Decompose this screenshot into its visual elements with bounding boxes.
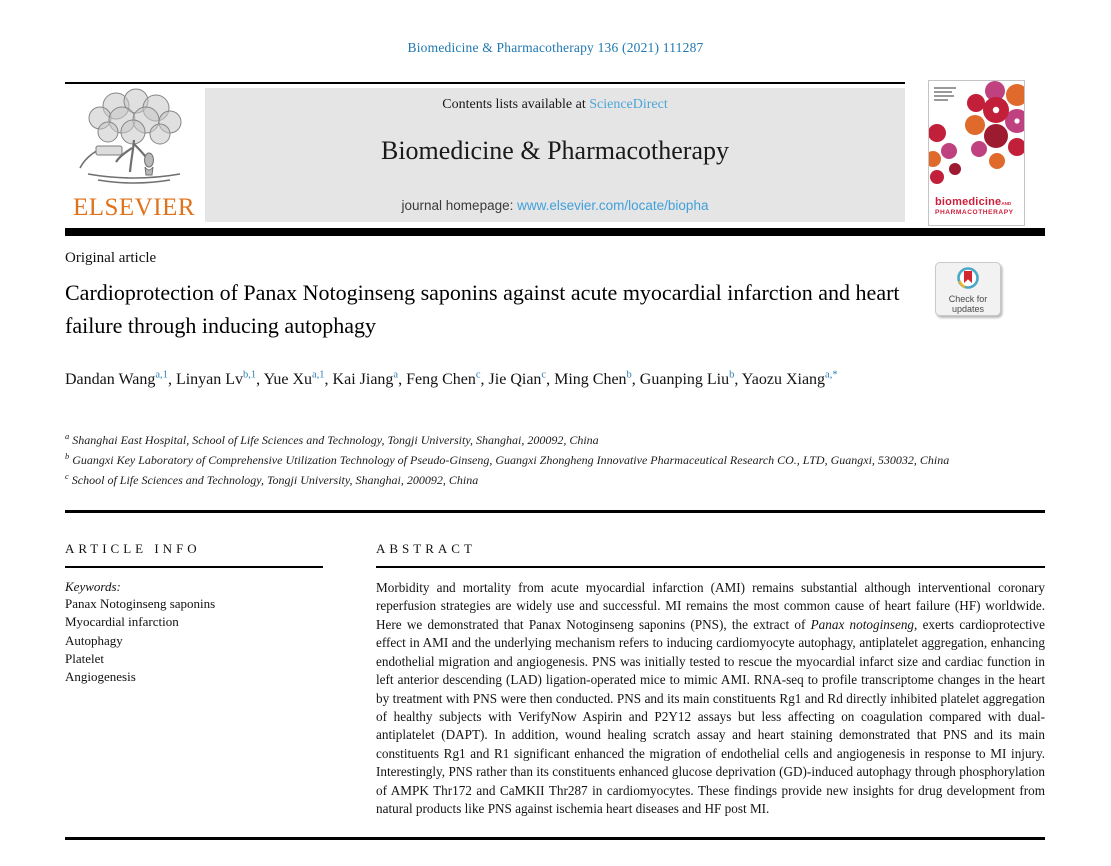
- keyword-item: Angiogenesis: [65, 669, 136, 685]
- abstract-heading-rule: [376, 566, 1045, 568]
- keyword-item: Platelet: [65, 650, 104, 666]
- crossmark-label-line1: Check for: [948, 294, 988, 304]
- author-separator: ,: [734, 371, 742, 388]
- journal-cover: [928, 80, 1025, 226]
- crossmark-label: [936, 295, 1000, 314]
- article-info-heading: ARTICLE INFO: [65, 541, 201, 556]
- cover-flower-cluster-left: [929, 124, 961, 184]
- affiliation-marker: a: [65, 431, 70, 441]
- abstract-part2: , exerts cardioprotective effect in AMI and the underlying mechanism refers to inducing cardiomyocyte autophagy, antiplatelet aggregation, enhancing endothelial migration and angiogenesis. PNS was initially tested to rescue the myocardial infarct size and cardiac function in left anterior descending (LAD) ligation-operated mice to mimic AMI. RNA-seq to profile transcriptome changes in the heart by treatment with PNS were then conducted. PNS and its main constituents Rg1 and Rd directly inhibited platelet aggregation of healthy subjects with VerifyNow Aspirin and P2Y12 assays but less affecting on coagulation compared with dual-antiplatelet (DAPT). In addition, wound healing scratch assay and heart staining demonstrated that PNS and its main constituents Rg1 and R1 significant enhanced the migration of endothelial cells and angiogenesis in response to MI injury. Interestingly, PNS rather than its constituents enhanced glucose deprivation (GD)-induced autophagy through phosphorylation of AMPK Thr172 and CaMKII Thr287 in cardiomyocytes. These findings provide new insights for drug development from natural products like PNS against ischemia heart diseases and HF post MI.: [376, 616, 1045, 817]
- author-name: Ming Chen: [554, 371, 627, 388]
- author-superscript: a,1: [155, 369, 168, 381]
- authors-line: [65, 366, 910, 393]
- author-separator: ,: [398, 371, 407, 388]
- keywords-label: Keywords:: [65, 578, 121, 594]
- author-name: Kai Jiang: [332, 371, 394, 388]
- author-name: Linyan Lv: [175, 371, 244, 388]
- homepage-label: journal homepage:: [401, 198, 518, 213]
- section-top-rule: [65, 510, 1045, 513]
- abstract-part1: Morbidity and mortality from acute myocardial infarction (AMI) remains substantial although interventional coronary reperfusion strategies are widely use and successful. MI remains the most common cause of heart failure (HF) worldwide. Here we demonstrated that Panax Notoginseng saponins (PNS), the extract of: [376, 579, 1045, 632]
- author-name: Jie Qian: [488, 371, 542, 388]
- author-name: Feng Chen: [406, 371, 476, 388]
- keyword-item: Myocardial infarction: [65, 614, 179, 630]
- elsevier-tree-icon: [70, 88, 198, 188]
- abstract-column: [376, 541, 1045, 819]
- article-type-label: Original article: [65, 250, 157, 266]
- author-separator: ,: [324, 371, 333, 388]
- contents-line-prefix: Contents lists available at: [442, 97, 590, 112]
- cover-title-and: AND: [1001, 201, 1012, 206]
- contents-line: [205, 97, 905, 113]
- journal-title: Biomedicine & Pharmacotherapy: [380, 136, 729, 165]
- article-info-heading-rule: [65, 566, 323, 568]
- header-top-rule: [65, 82, 905, 84]
- sciencedirect-link[interactable]: ScienceDirect: [589, 97, 668, 112]
- section-bottom-rule: [65, 837, 1045, 840]
- affiliation-text: Shanghai East Hospital, School of Life Sciences and Technology, Tongji University, Shanghai, 200092, China: [69, 433, 599, 447]
- affiliation-text: School of Life Sciences and Technology, Tongji University, Shanghai, 200092, China: [68, 472, 479, 487]
- affiliation-text: Guangxi Key Laboratory of Comprehensive Utilization Technology of Pseudo-Ginseng, Guangxi Zhongheng Innovative Pharmaceutical Research CO., LTD, Guangxi, 530032, China: [69, 452, 950, 467]
- author-name: Dandan Wang: [65, 371, 156, 388]
- author-superscript: b,1: [243, 369, 257, 381]
- author-name: Yaozu Xiang: [741, 371, 826, 388]
- abstract-heading: ABSTRACT: [376, 541, 476, 556]
- keyword-item: Panax Notoginseng saponins: [65, 595, 216, 611]
- cover-flower-cluster-right: [965, 81, 1024, 169]
- affiliation-item: [65, 431, 1045, 449]
- crossmark-icon: [956, 266, 980, 290]
- author-superscript: a: [393, 369, 399, 381]
- affiliation-marker: b: [65, 450, 70, 461]
- homepage-link[interactable]: www.elsevier.com/locate/biopha: [517, 198, 709, 213]
- abstract-italic-phrase: Panax notoginseng: [810, 616, 915, 632]
- author-separator: ,: [167, 371, 176, 388]
- affiliation-item: [65, 451, 1045, 469]
- affiliations: [65, 431, 1045, 491]
- article-title: Cardioprotection of Panax Notoginseng saponins against acute myocardial infarction and heart failure through inducing autophagy: [65, 280, 900, 338]
- elsevier-logo: [64, 88, 204, 222]
- affiliation-item: [65, 471, 1045, 489]
- author-superscript: c: [541, 369, 547, 381]
- header-divider-bar: [65, 228, 1045, 236]
- author-superscript: a,1: [312, 369, 325, 381]
- author-name: Guanping Liu: [639, 371, 730, 388]
- journal-banner: [205, 88, 905, 222]
- cover-title: [935, 193, 1014, 217]
- running-head-citation: Biomedicine & Pharmacotherapy 136 (2021) 111287: [407, 40, 704, 55]
- author-separator: ,: [256, 371, 264, 388]
- elsevier-wordmark: ELSEVIER: [72, 194, 196, 221]
- author-superscript: b: [626, 369, 632, 381]
- article-info-column: [65, 541, 323, 687]
- cover-masthead-text: [934, 87, 956, 101]
- cover-title-line2: PHARMACOTHERAPY: [935, 209, 1014, 216]
- author-superscript: c: [475, 369, 481, 381]
- cover-title-line1: biomedicine: [935, 196, 1002, 208]
- author-separator: ,: [546, 371, 555, 388]
- author-superscript: b: [729, 369, 735, 381]
- author-name: Yue Xu: [263, 371, 312, 388]
- affiliation-marker: c: [65, 470, 69, 481]
- keyword-item: Autophagy: [65, 632, 123, 648]
- crossmark-label-line2: updates: [951, 303, 985, 314]
- crossmark-badge[interactable]: [935, 262, 1001, 316]
- author-superscript: a,*: [825, 369, 838, 381]
- author-separator: ,: [631, 371, 640, 388]
- homepage-line: [205, 198, 905, 213]
- author-separator: ,: [480, 371, 489, 388]
- abstract-text: [376, 579, 1045, 819]
